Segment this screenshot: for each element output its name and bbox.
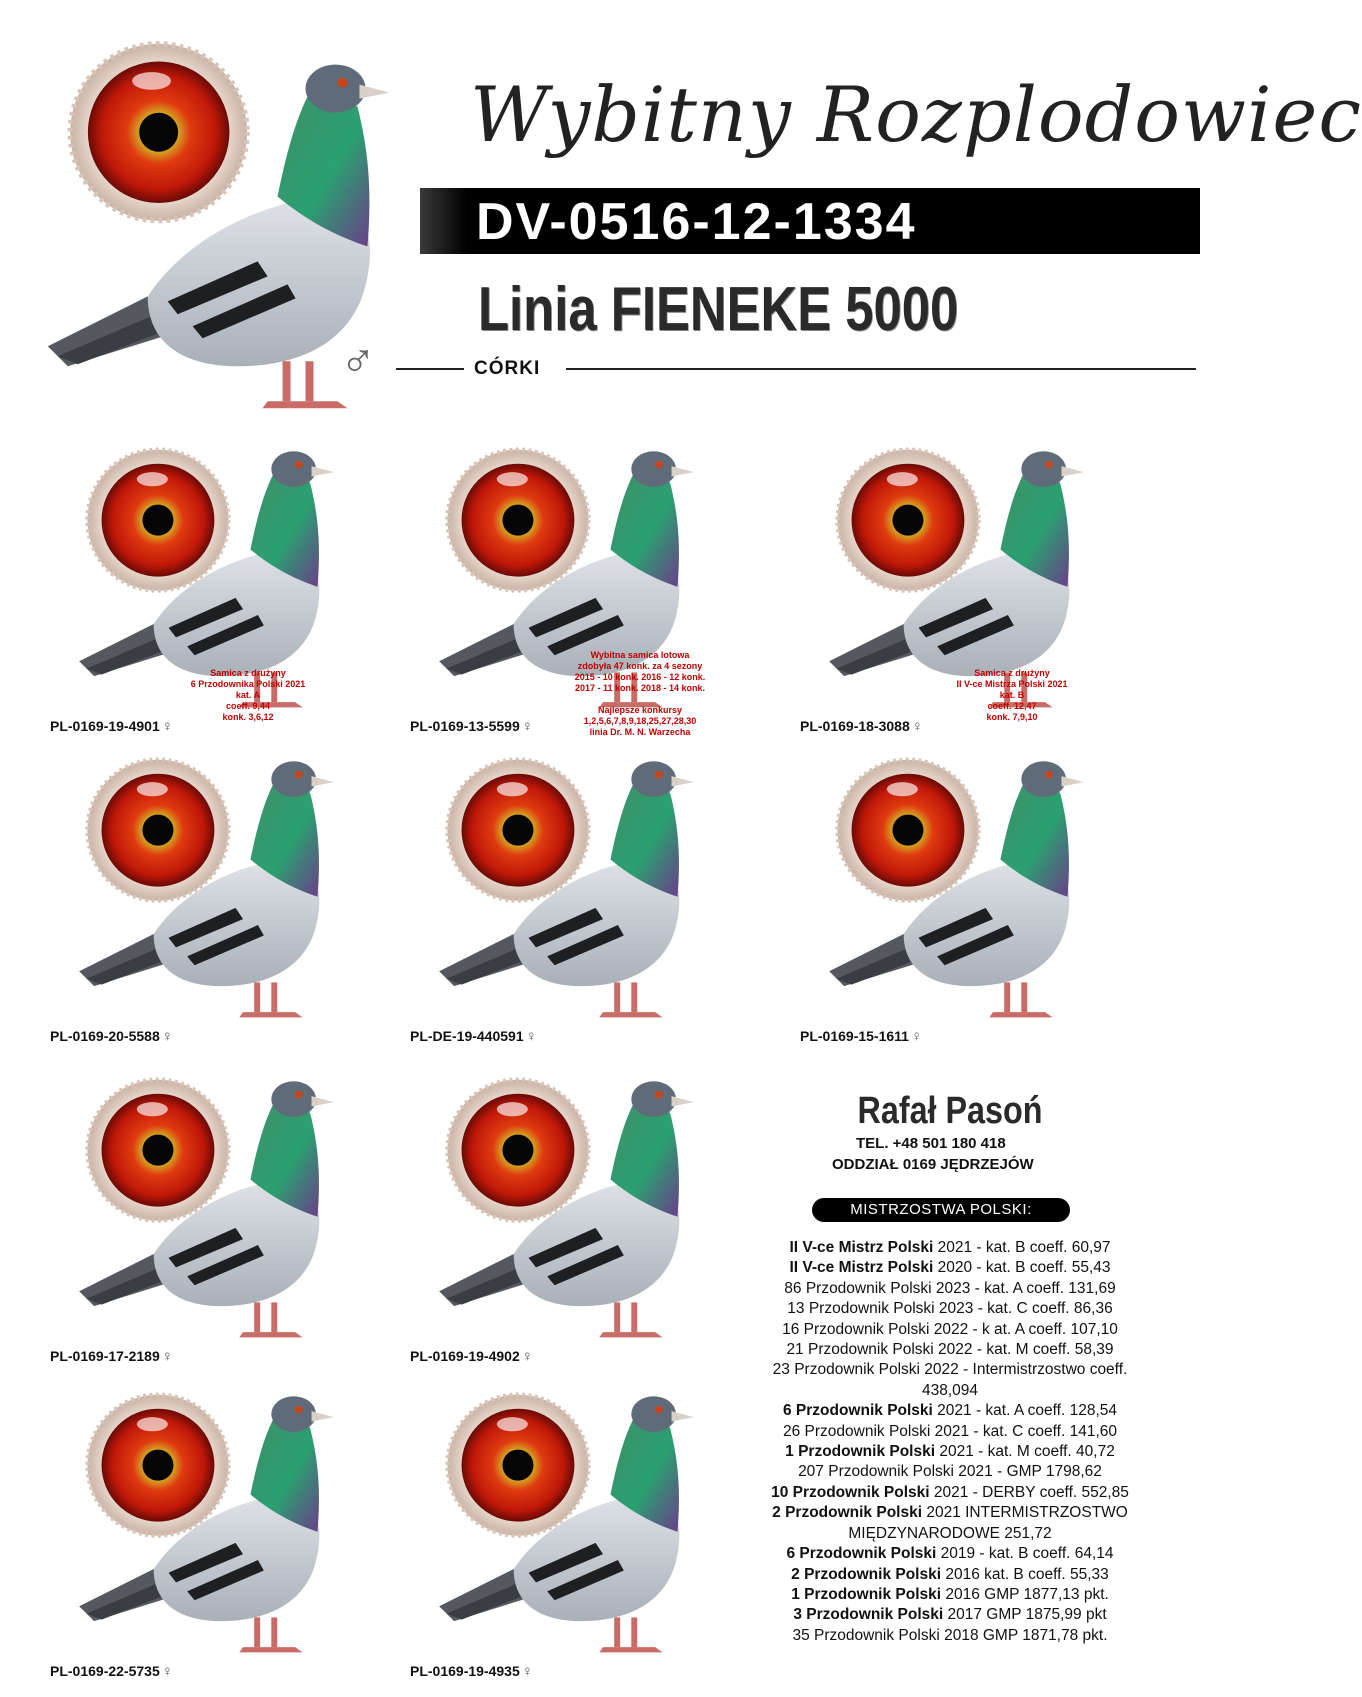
bird-id: PL-0169-17-2189 bbox=[50, 1348, 160, 1364]
bird-id: PL-0169-19-4902 bbox=[410, 1348, 520, 1364]
bird-note: Samica z drużyny 6 Przodownika Polski 2021 kat. A coeff. 9,44 konk. 3,6,12 bbox=[190, 668, 306, 722]
championship-result bbox=[750, 1299, 1150, 1319]
result-detail: 207 Przodownik Polski 2021 - GMP 1798,62 bbox=[798, 1463, 1102, 1481]
championship-result bbox=[750, 1258, 1150, 1278]
bird-ring-label bbox=[50, 1663, 173, 1680]
result-title: 10 Przodownik Polski bbox=[771, 1483, 930, 1501]
result-title: II V-ce Mistrz Polski bbox=[789, 1259, 934, 1277]
bird-ring-label bbox=[50, 1348, 173, 1365]
result-title: II V-ce Mistrz Polski bbox=[789, 1239, 934, 1256]
male-symbol-icon: ♂ bbox=[340, 335, 376, 388]
result-detail: 35 Przodownik Polski 2018 GMP 1871,78 pkt. bbox=[792, 1626, 1108, 1644]
result-detail: 2021 - kat. M coeff. 40,72 bbox=[935, 1443, 1115, 1461]
female-symbol-icon: ♀ bbox=[161, 1028, 173, 1045]
daughter-photo bbox=[790, 740, 1120, 1030]
championship-result bbox=[750, 1585, 1150, 1605]
championships-heading: MISTRZOSTWA POLSKI: bbox=[812, 1198, 1070, 1222]
championship-result bbox=[750, 1503, 1150, 1544]
female-symbol-icon: ♀ bbox=[910, 1028, 923, 1045]
title-script: Wybitny Rozplodowiec bbox=[470, 70, 1362, 159]
championship-result bbox=[750, 1320, 1150, 1340]
championship-result bbox=[750, 1544, 1150, 1564]
bird-id: PL-DE-19-440591 bbox=[410, 1028, 524, 1044]
bird-ring-label bbox=[50, 718, 173, 735]
female-symbol-icon: ♀ bbox=[161, 718, 173, 735]
bird-id: PL-0169-20-5588 bbox=[50, 1028, 160, 1044]
owner-branch: ODDZIAŁ 0169 JĘDRZEJÓW bbox=[832, 1156, 1034, 1173]
result-title: 6 Przodownik Polski bbox=[786, 1545, 937, 1563]
result-title: 1 Przodownik Polski bbox=[791, 1585, 942, 1603]
result-title: 6 Przodownik Polski bbox=[782, 1402, 933, 1420]
result-detail: 2016 GMP 1877,13 pkt. bbox=[941, 1585, 1109, 1603]
bird-id: PL-0169-13-5599 bbox=[410, 718, 520, 734]
championship-result bbox=[750, 1360, 1150, 1401]
result-title: 2 Przodownik Polski bbox=[772, 1504, 923, 1522]
championship-result bbox=[750, 1422, 1150, 1442]
bird-ring-label bbox=[410, 1028, 537, 1045]
bird-ring-label bbox=[800, 1028, 922, 1045]
bird-id: PL-0169-19-4901 bbox=[50, 718, 160, 734]
daughter-photo bbox=[40, 1060, 370, 1350]
result-detail: 2017 GMP 1875,99 pkt bbox=[943, 1606, 1107, 1624]
result-detail: 2021 - kat. A coeff. 128,54 bbox=[932, 1402, 1117, 1420]
line-title: Linia FIENEKE 5000 bbox=[478, 275, 959, 344]
bird-ring-label bbox=[410, 1348, 533, 1365]
championship-result bbox=[750, 1279, 1150, 1299]
result-title: 3 Przodownik Polski bbox=[793, 1606, 944, 1624]
bird-note: Samica z drużyny II V-ce Mistrza Polski 2021 kat. B coeff. 12,47 konk. 7,9,10 bbox=[956, 668, 1068, 722]
ring-number: DV-0516-12-1334 bbox=[476, 193, 917, 251]
result-detail: 2020 - kat. B coeff. 55,43 bbox=[933, 1259, 1111, 1277]
result-detail: 2016 kat. B coeff. 55,33 bbox=[941, 1565, 1109, 1583]
female-symbol-icon: ♀ bbox=[911, 718, 923, 735]
daughter-photo bbox=[400, 740, 730, 1030]
section-label: CÓRKI bbox=[474, 358, 541, 379]
championships-list bbox=[750, 1238, 1150, 1646]
daughter-photo bbox=[40, 1375, 370, 1665]
bird-ring-label bbox=[50, 1028, 173, 1045]
female-symbol-icon: ♀ bbox=[521, 718, 533, 735]
female-symbol-icon: ♀ bbox=[521, 1348, 533, 1365]
bird-note: Wybitna samica lotowa zdobyła 47 konk. za 4 sezony 2015 - 10 konk. 2016 - 12 konk. 2017 - 11 konk. 2018 - 14 konk. Najlepsze konkursy 1,2,5,6,7,8,9,18,25,27,28,30 linia Dr. M. N. Warzecha bbox=[574, 650, 706, 737]
bird-id: PL-0169-22-5735 bbox=[50, 1663, 160, 1679]
owner-phone: TEL. +48 501 180 418 bbox=[856, 1135, 1006, 1152]
championship-result bbox=[750, 1605, 1150, 1625]
daughter-photo bbox=[400, 1375, 730, 1665]
bird-id: PL-0169-15-1611 bbox=[800, 1028, 909, 1044]
result-detail: 26 Przodownik Polski 2021 - kat. C coeff. 141,60 bbox=[782, 1422, 1117, 1440]
championship-result bbox=[750, 1238, 1150, 1258]
championship-result bbox=[750, 1565, 1150, 1585]
result-detail: 2021 - DERBY coeff. 552,85 bbox=[929, 1483, 1129, 1501]
result-title: 2 Przodownik Polski bbox=[791, 1565, 942, 1583]
bird-id: PL-0169-18-3088 bbox=[800, 718, 910, 734]
championship-result bbox=[750, 1401, 1150, 1421]
owner-name: Rafał Pasoń bbox=[857, 1090, 1043, 1132]
bird-ring-label bbox=[410, 1663, 533, 1680]
bird-ring-label bbox=[410, 718, 533, 735]
daughter-photo bbox=[400, 1060, 730, 1350]
championship-result bbox=[750, 1442, 1150, 1462]
result-detail: 16 Przodownik Polski 2022 - k at. A coeff. 107,10 bbox=[782, 1320, 1118, 1338]
result-detail: 23 Przodownik Polski 2022 - Intermistrzostwo coeff. 438,094 bbox=[772, 1361, 1128, 1399]
female-symbol-icon: ♀ bbox=[525, 1028, 537, 1045]
female-symbol-icon: ♀ bbox=[161, 1348, 173, 1365]
daughter-photo bbox=[40, 740, 370, 1030]
championship-result bbox=[750, 1340, 1150, 1360]
result-detail: 2019 - kat. B coeff. 64,14 bbox=[936, 1545, 1114, 1563]
female-symbol-icon: ♀ bbox=[161, 1663, 173, 1680]
result-detail: 2021 - kat. B coeff. 60,97 bbox=[933, 1239, 1111, 1256]
divider-left bbox=[396, 368, 464, 370]
bird-ring-label bbox=[800, 718, 923, 735]
championship-result bbox=[750, 1626, 1150, 1646]
result-detail: 13 Przodownik Polski 2023 - kat. C coeff. 86,36 bbox=[787, 1300, 1113, 1318]
female-symbol-icon: ♀ bbox=[521, 1663, 533, 1680]
divider-right bbox=[566, 368, 1196, 370]
championship-result bbox=[750, 1483, 1150, 1503]
result-detail: 21 Przodownik Polski 2022 - kat. M coeff. 58,39 bbox=[786, 1341, 1114, 1359]
result-title: 1 Przodownik Polski bbox=[785, 1443, 936, 1461]
result-detail: 2021 INTERMISTRZOSTWO MIĘDZYNARODOWE 251,72 bbox=[848, 1504, 1128, 1542]
bird-id: PL-0169-19-4935 bbox=[410, 1663, 520, 1679]
result-detail: 86 Przodownik Polski 2023 - kat. A coeff. 131,69 bbox=[784, 1279, 1116, 1297]
championship-result bbox=[750, 1462, 1150, 1482]
